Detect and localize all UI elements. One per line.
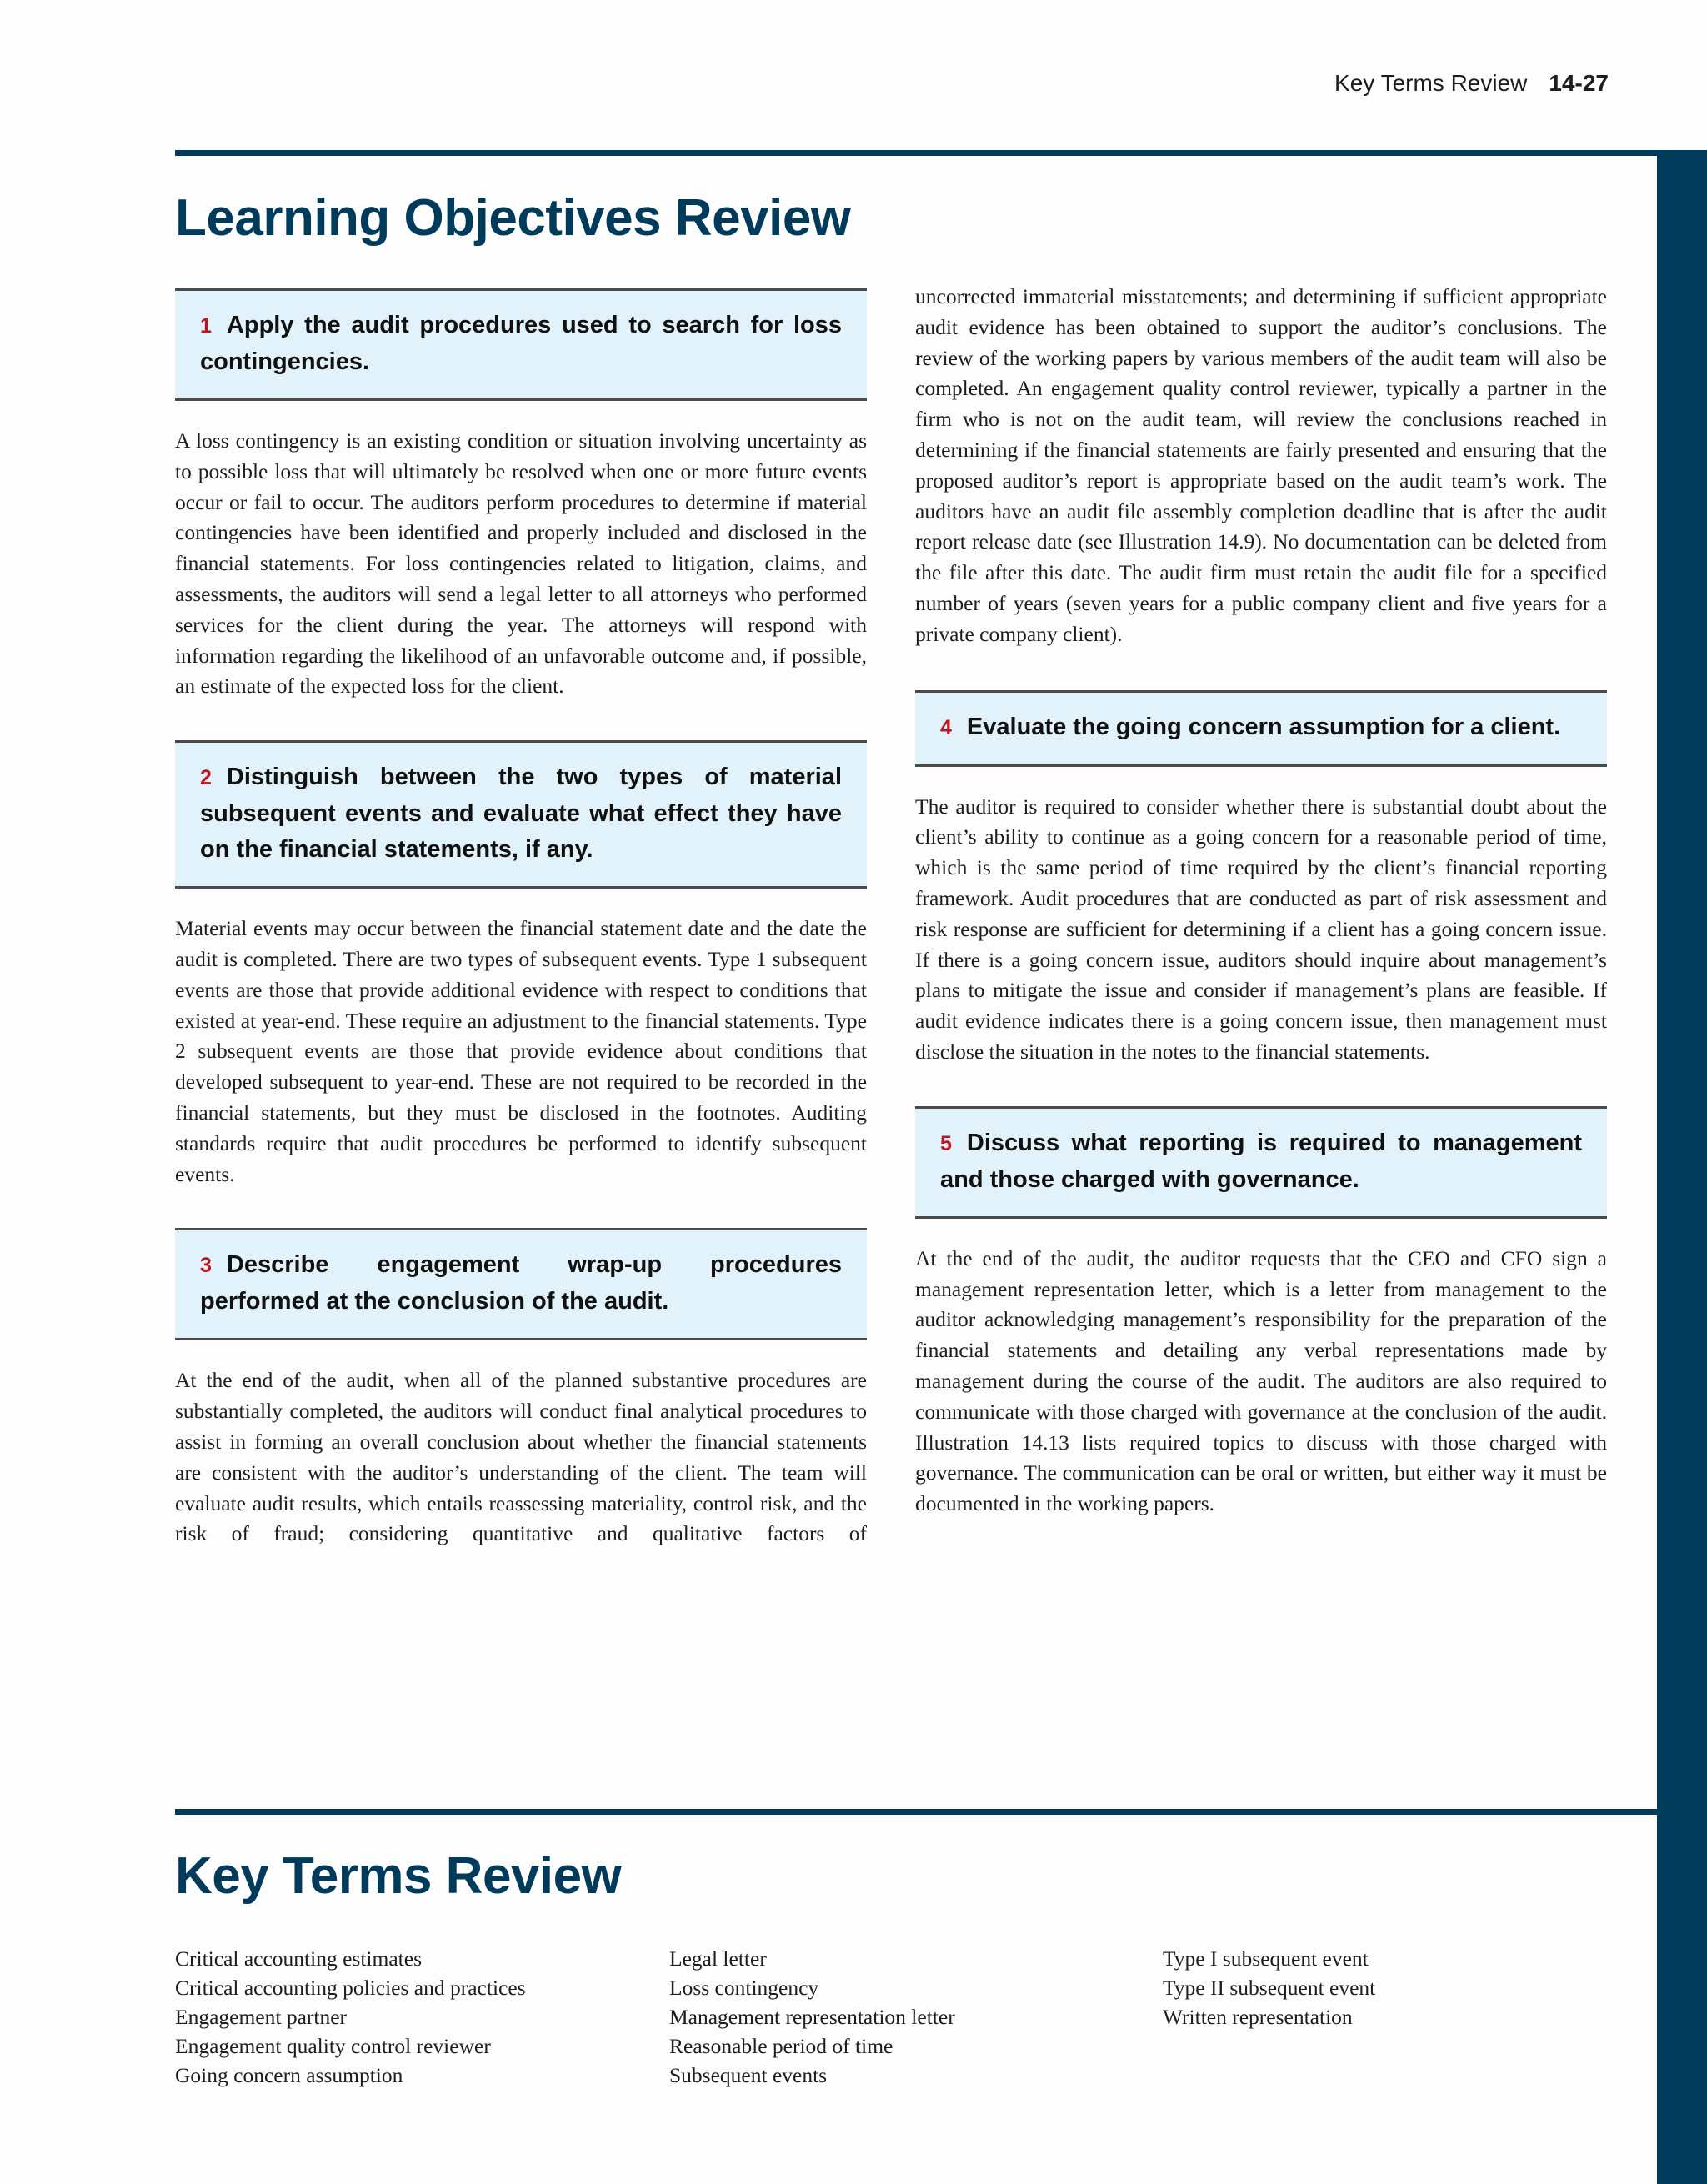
right-column [915, 282, 1607, 1520]
objective-heading-2 [175, 740, 867, 889]
objective-body-3-continued: uncorrected immaterial misstatements; and determining if sufficient appropriate audit evidence has been obtained to support the auditor’s conclusions. The review of the working papers by various members of the audit team will also be completed. An engagement quality control reviewer, typically a partner in the firm who is not on the audit team, will review the conclusions reached in determining if the financial statements are fairly presented and ensuring that the proposed auditor’s report is appropriate based on the audit team’s work. The auditors have an audit file assembly completion deadline that is after the audit report release date (see Illustration 14.9). No documentation can be deleted from the file after this date. The audit firm must retain the audit file for a specified number of years (seven years for a public company client and five years for a private company client). [915, 284, 1607, 646]
objective-number: 2 [200, 766, 212, 790]
objective-heading-text: Describe engagement wrap-up procedures performed at the conclusion of the audit. [200, 1251, 842, 1315]
objective-number: 4 [940, 715, 952, 739]
key-terms-column-1 [175, 1944, 642, 2090]
key-terms-column-3 [1163, 1944, 1629, 2031]
key-term: Engagement partner [175, 2005, 348, 2029]
key-term: Legal letter [669, 1946, 767, 1971]
objective-heading-text: Evaluate the going concern assumption for a client. [966, 713, 1561, 740]
objective-number: 3 [200, 1254, 212, 1278]
objective-body-5: At the end of the audit, the auditor requests that the CEO and CFO sign a management representation letter, which is a letter from management to the auditor acknowledging management’s responsibility for the preparation of the financial statements and detailing any verbal representations made by management during the course of the audit. The auditors are also required to communicate with those charged with governance at the conclusion of the audit. Illustration 14.13 lists required topics to discuss with those charged with governance. The communication can be oral or written, but either way it must be documented in the working papers. [915, 1245, 1607, 1516]
objective-heading-5 [915, 1106, 1607, 1219]
running-head [1334, 70, 1609, 97]
learning-objectives-title: Learning Objectives Review [175, 189, 851, 247]
page-number: 14-27 [1549, 70, 1609, 96]
objective-body-1: A loss contingency is an existing condition or situation involving uncertainty as to possible loss that will ultimately be resolved when one or more future events occur or fail to occur. The auditors perform procedures to determine if material contingencies have been identified and properly included and disclosed in the financial statements. For loss contingencies related to litigation, claims, and assessments, the auditors will send a legal letter to all attorneys who performed services for the client during the year. The attorneys will respond with information regarding the likelihood of an unfavorable outcome and, if possible, an estimate of the expected loss for the client. [175, 428, 867, 699]
key-term: Management representation letter [669, 2005, 955, 2029]
left-column [175, 288, 867, 1550]
top-rule [175, 150, 1707, 156]
objective-heading-1 [175, 288, 867, 401]
section-divider-rule [175, 1809, 1659, 1815]
key-term: Engagement quality control reviewer [175, 2034, 491, 2058]
key-term: Loss contingency [669, 1976, 819, 2000]
key-term: Critical accounting policies and practices [175, 1976, 526, 2000]
key-term: Type I subsequent event [1163, 1946, 1369, 1971]
key-term: Going concern assumption [175, 2063, 403, 2087]
sidebar-accent-bar [1657, 150, 1707, 2184]
objective-heading-text: Distinguish between the two types of material subsequent events and evaluate what effect they have on the financial statements, if any. [200, 764, 842, 864]
objective-body-3: At the end of the audit, when all of the planned substantive procedures are substantially completed, the auditors will conduct final analytical procedures to assist in forming an overall conclusion about whether the financial statements are consistent with the auditor’s understanding of the client. The team will evaluate audit results, which entails reassessing materiality, control risk, and the risk of fraud; considering quantitative and qualitative factors of [175, 1368, 867, 1546]
objective-number: 5 [940, 1131, 952, 1155]
running-head-section: Key Terms Review [1334, 70, 1528, 96]
objective-heading-text: Apply the audit procedures used to search for loss contingencies. [200, 312, 842, 375]
objective-body-2: Material events may occur between the financial statement date and the date the audit is completed. There are two types of subsequent events. Type 1 subsequent events are those that provide additional evidence with respect to conditions that existed at year-end. These require an adjustment to the financial statements. Type 2 subsequent events are those that provide evidence about conditions that developed subsequent to year-end. These are not required to be recorded in the financial statements, but they must be disclosed in the footnotes. Auditing standards require that audit procedures be performed to identify subsequent events. [175, 916, 867, 1186]
key-term: Written representation [1163, 2005, 1353, 2029]
objective-heading-4 [915, 690, 1607, 767]
objective-heading-text: Discuss what reporting is required to management and those charged with governance. [940, 1129, 1582, 1193]
key-term: Reasonable period of time [669, 2034, 894, 2058]
key-term: Subsequent events [669, 2063, 828, 2087]
objective-body-4: The auditor is required to consider whether there is substantial doubt about the client’s ability to continue as a going concern for a reasonable period of time, which is the same period of time required by the client’s financial reporting framework. Audit procedures that are conducted as part of risk assessment and risk response are sufficient for determining if a client has a going concern issue. If there is a going concern issue, auditors should inquire about management’s plans to mitigate the issue and consider if management’s plans are feasible. If audit evidence indicates there is a going concern issue, then management must disclose the situation in the notes to the financial statements. [915, 794, 1607, 1064]
key-term: Critical accounting estimates [175, 1946, 422, 1971]
objective-heading-3 [175, 1228, 867, 1340]
objective-number: 1 [200, 314, 212, 338]
key-terms-column-2 [669, 1944, 1136, 2090]
key-term: Type II subsequent event [1163, 1976, 1376, 2000]
key-terms-title: Key Terms Review [175, 1847, 622, 1905]
